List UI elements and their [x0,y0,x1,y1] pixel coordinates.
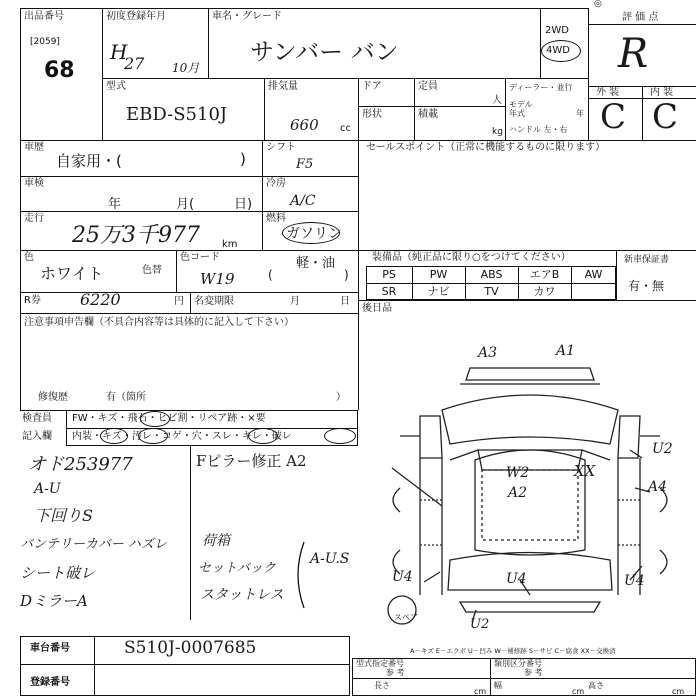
load-unit: kg [492,127,503,137]
drive-2wd: 2WD [545,25,569,36]
height-unit: cm [672,687,685,696]
class-reference: 参 考 [524,668,543,677]
equipment-item: ナビ [427,285,450,298]
notes-right [192,446,367,620]
diagram-w2: W2 [506,465,530,481]
damage-diagram [380,340,680,640]
car-name-label: 車名・グレード [212,11,282,22]
month-label: 月 [290,296,300,307]
notes-label: 注意事項申告欄（不具合内容等は具体的に記入して下さい） [24,317,294,328]
diagram-a2: A2 [508,485,528,501]
legend-item: 内装 [72,431,92,442]
legend-circle-kizu [100,428,128,444]
mileage-unit: km [222,239,238,250]
first-reg-year: 27 [124,54,145,73]
length-label: 長さ [374,681,390,690]
eval-score: R [618,31,649,77]
first-reg-label: 初度登録年月 [106,11,166,22]
diagram-a3: A3 [478,345,498,361]
fuel-paren-open: ( [268,268,273,282]
repair-close: ） [336,392,346,403]
legend-item: ×要 [247,413,266,424]
legend-row2: 内装・キズ・汚レ・コゲ・穴・スレ・キレ・破レ [72,431,292,442]
first-reg-month: 10月 [172,61,200,75]
model: EBD-S510J [126,104,228,125]
yen-unit: 円 [174,296,184,307]
capacity-label: 定員 [418,81,438,92]
diagram-a4: A4 [648,479,668,495]
after-label: 後日品 [362,303,392,314]
equipment-item: PS [382,268,396,281]
inspection-month: 月( [176,197,195,212]
warranty-label: 新車保証書 [624,255,670,265]
equipment-label: 装備品（純正品に限り○をつけてください） [372,252,571,263]
equipment-item: カワ [533,285,556,298]
interior-score: C [652,97,679,137]
diagram-u4-center: U4 [506,571,527,587]
shift-label: シフト [266,142,296,153]
note-odo: オド253977 [28,454,133,475]
handle-label: ハンドル 左・右 [509,125,568,134]
legend-item: コゲ [161,431,182,442]
recorder-label: 記入欄 [22,431,52,442]
length-unit: cm [474,687,487,696]
legend-item: 破レ [271,431,292,442]
diagram-u2-bottom: U2 [470,617,490,632]
history-close: ) [240,150,246,168]
chassis-label: 車台番号 [30,643,70,654]
legend-item: リペア跡 [197,413,238,424]
chassis-number: S510J-0007685 [124,638,257,658]
width-unit: cm [572,687,585,696]
shift: F5 [296,157,314,172]
recycle-value: 6220 [80,290,121,309]
equipment-item: AW [584,268,603,281]
inspection-year: 年 [108,197,122,212]
legend-item: 飛石 [127,413,148,424]
width-label: 幅 [494,681,502,690]
diagram-legend: A－キズ E－エクボ U－凹み W－補修跡 S－サビ C－腐食 XX－交換済 [410,647,616,655]
note-underbody: 下回りS [34,506,93,525]
spec-label: 型式指定番号 [356,659,404,668]
fuel-label: 燃料 [266,213,286,224]
year-unit: 年 [576,109,584,118]
note-battery: バンテリーカバー ハズレ [20,537,167,552]
history: 自家用・( [56,152,122,170]
diagram-u4-right: U4 [624,573,645,589]
legend-circle-yogore [138,428,168,444]
fuel-oil: 軽・油 [296,256,336,271]
legend-item: 穴 [191,431,202,442]
fuel-gas: ガソリン [286,226,342,242]
drive-4wd: 4WD [546,45,570,56]
ac: A/C [290,193,316,209]
eval-label: 評 価 点 [622,12,659,23]
note-au: A-U [34,481,61,497]
mileage: 25万3千977 [72,223,200,248]
legend-row1: FW・キズ・飛石・ヒビ割・リペア跡・×要 [72,413,266,424]
warranty-value: 有・無 [628,279,665,293]
legend-item: 汚レ [131,431,152,442]
first-reg-era: H [110,40,128,64]
dealer-label: ディーラー・並行 [509,83,573,92]
note-studless: スタットレス [200,587,284,603]
spare-label: スペア [394,613,418,622]
displacement-unit: cc [340,123,351,134]
color-code: W19 [200,270,235,288]
diagram-u4-left: U4 [392,569,413,585]
note-pillar: Fピラー修正 A2 [196,452,307,470]
lot-label: 出品番号 [24,11,64,22]
day-label: 日 [340,296,350,307]
interior-label: 内 装 [650,87,674,98]
note-mirror: DミラーA [20,592,88,610]
exterior-label: 外 装 [596,87,620,98]
equipment-item: TV [484,285,499,298]
note-seat: シート破レ [20,564,96,582]
displacement-label: 排気量 [268,81,298,92]
legend-item: スレ [211,431,232,442]
note-box: 荷箱 [202,533,230,549]
legend-item: キズ [102,431,122,442]
height-label: 高さ [588,681,604,690]
diagram-u2-right: U2 [652,441,673,457]
inspector-label: 検査員 [22,413,52,424]
diagram-xx: XX [574,462,596,480]
equipment-item: ABS [480,268,503,281]
recycle-label: R券 [24,295,41,306]
registration-label: 登録番号 [30,677,70,688]
lot-code: [2059] [30,37,60,47]
ac-label: 冷房 [266,178,286,189]
sales-points-label: セールスポイント（正常に機能するものに限ります） [366,142,606,153]
spec-reference: 参 考 [386,668,405,677]
equipment-item: SR [381,285,397,298]
note-setback: セットバック [198,561,276,576]
color-label: 色 [24,252,34,263]
mileage-label: 走行 [24,213,44,224]
color: ホワイト [40,264,104,283]
legend-circle-tobiishi [140,411,170,427]
repair-value: 有（箇所 [106,392,146,403]
model-year-label: モデル年式 [509,100,533,118]
lot-number: 68 [44,58,75,83]
legend-circle-yabure [324,428,356,444]
history-label: 車歴 [24,142,44,153]
legend-item: キレ [241,431,262,442]
color-change-label: 色替 [142,265,162,276]
shape-label: 形状 [362,109,382,120]
legend-circle-sure [248,428,278,444]
load-label: 積載 [418,109,438,120]
color-code-label: 色コード [180,252,220,263]
class-label: 類別区分番号 [494,659,542,668]
note-aus: A-U.S [310,551,350,567]
equipment-item: PW [429,268,448,281]
door-label: ドア [362,81,382,92]
fuel-gas-circle [282,222,340,244]
notes-left [20,446,190,620]
displacement: 660 [290,116,319,134]
model-label: 型式 [106,81,126,92]
inspection-label: 車検 [24,178,44,189]
repair-label: 修復歴 [38,392,68,403]
bracket-mark [290,540,314,610]
fuel-paren-close: ) [344,268,349,282]
legend-item: ヒビ割 [157,413,188,424]
equipment-item: エアB [529,268,560,281]
inspection-day: 日) [234,197,253,212]
eval-mark: ◎ [594,0,602,9]
name-change-label: 名変期限 [194,296,234,307]
car-name: サンバー バン [250,38,399,66]
legend-item: キズ [97,413,118,424]
legend-item: FW [72,413,88,424]
capacity-unit: 人 [492,95,502,106]
diagram-a1: A1 [556,343,576,359]
exterior-score: C [600,97,627,137]
